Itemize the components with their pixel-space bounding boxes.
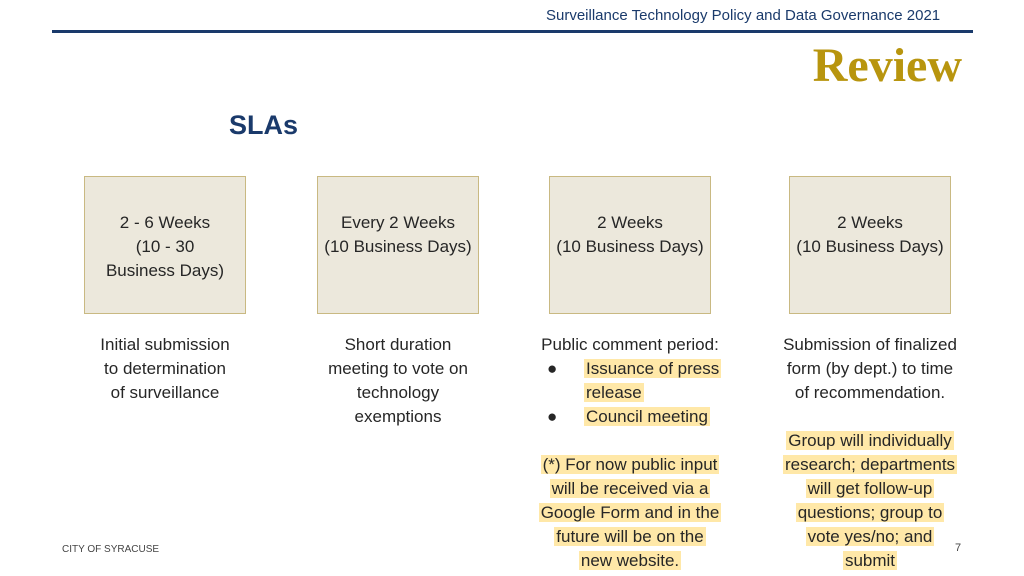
sla-box-1-line: Business Days) (105, 261, 225, 280)
sla-box-2-line: (10 Business Days) (324, 237, 472, 256)
note-line: questions; group to (797, 503, 943, 522)
sla-box-4-line: (10 Business Days) (796, 237, 944, 256)
description-3-note (520, 453, 740, 573)
sla-box-3-line: (10 Business Days) (556, 237, 704, 256)
review-title: Review (812, 39, 962, 92)
note-line: research; departments (784, 455, 956, 474)
footer-org: CITY OF SYRACUSE (62, 544, 160, 555)
description-line: of surveillance (110, 383, 220, 402)
bullet-text: Issuance of press (586, 359, 720, 378)
description-line: Initial submission (100, 335, 230, 354)
bullet-item (534, 357, 734, 381)
description-3-title (530, 333, 730, 357)
sla-box-2-line: Every 2 Weeks (340, 213, 455, 232)
header-title: Surveillance Technology Policy and Data Governance 2021 (546, 7, 941, 24)
description-2 (312, 333, 484, 429)
sla-box-3-line: 2 Weeks (597, 213, 663, 232)
bullet-text: release (586, 383, 642, 402)
note-line: future will be on the (556, 527, 704, 546)
sla-box-2 (317, 176, 479, 314)
sla-box-4-line: 2 Weeks (837, 213, 903, 232)
bullet-text: Council meeting (586, 407, 708, 426)
description-line: meeting to vote on (328, 359, 468, 378)
description-line: of recommendation. (794, 383, 946, 402)
description-line: Submission of finalized (783, 335, 957, 354)
sla-box-1-line: (10 - 30 (135, 237, 195, 256)
sla-box-1-line: 2 - 6 Weeks (119, 213, 211, 232)
sla-box-4 (789, 176, 951, 314)
note-line: new website. (580, 551, 680, 570)
note-line: Group will individually (788, 431, 952, 450)
bullet-icon: ● (547, 407, 558, 426)
bullet-item (534, 405, 734, 429)
sla-box-3 (549, 176, 711, 314)
description-line: technology (356, 383, 440, 402)
description-4 (768, 333, 972, 405)
bullet-icon: ● (547, 359, 558, 378)
description-1 (80, 333, 250, 405)
description-line: Short duration (344, 335, 452, 354)
description-line: exemptions (354, 407, 442, 426)
note-line: submit (844, 551, 896, 570)
sla-box-1 (84, 176, 246, 314)
note-line: will be received via a (551, 479, 709, 498)
section-title: SLAs (229, 110, 299, 140)
bullet-item-continued (534, 381, 734, 405)
description-line: to determination (104, 359, 226, 378)
description-4-note (768, 429, 972, 573)
note-line: Google Form and in the (540, 503, 720, 522)
note-line: (*) For now public input (542, 455, 718, 474)
header-divider (52, 30, 973, 33)
description-line: form (by dept.) to time (786, 359, 954, 378)
description-3-bullets (534, 357, 734, 429)
note-line: vote yes/no; and (807, 527, 933, 546)
page-number: 7 (955, 542, 962, 554)
description-line: Public comment period: (541, 335, 719, 354)
note-line: will get follow-up (807, 479, 933, 498)
